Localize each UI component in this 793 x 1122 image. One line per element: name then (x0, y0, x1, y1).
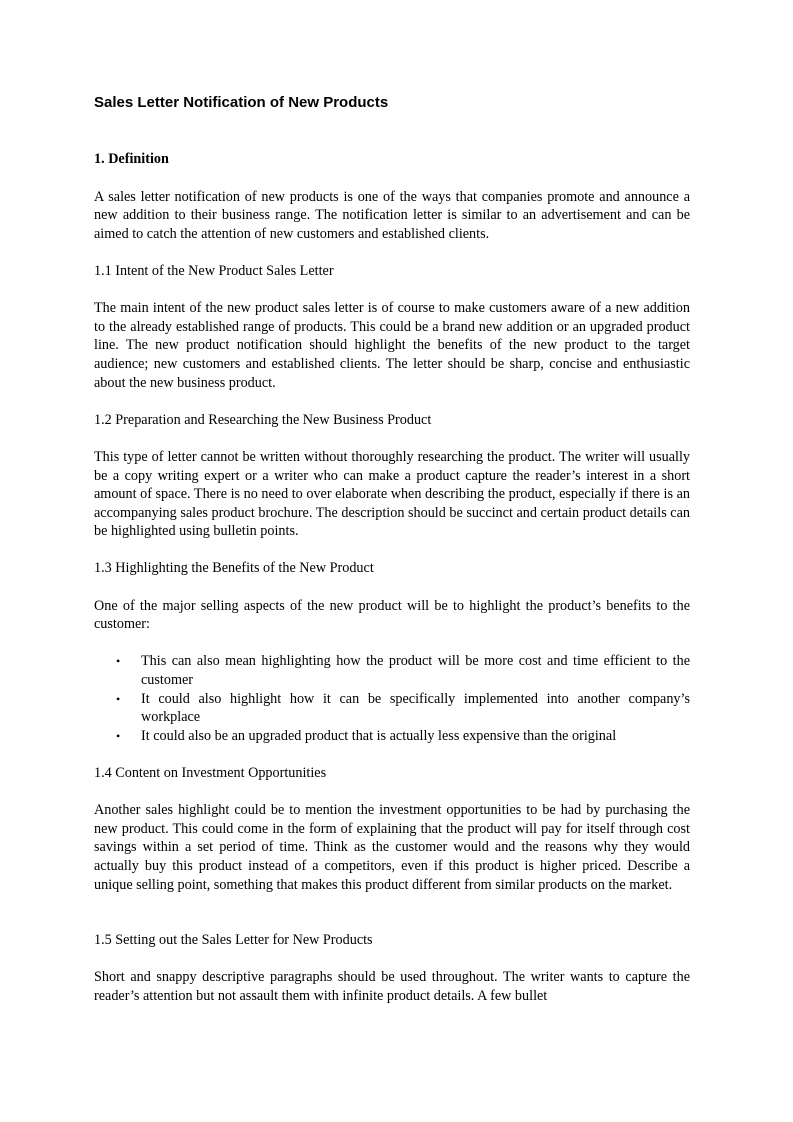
list-item (94, 652, 690, 689)
subheading-benefits: 1.3 Highlighting the Benefits of the New Product (94, 560, 374, 577)
bullet-text: It could also be an upgraded product that is actually less expensive than the original (141, 727, 617, 744)
subheading-setting-out: 1.5 Setting out the Sales Letter for New Products (94, 932, 373, 949)
bullet-text: It could also highlight how it can be specifically implemented into another company’s workplace (141, 690, 690, 726)
paragraph-investment: Another sales highlight could be to mention the investment opportunities to be had by purchasing the new product. This could come in the form of explaining that the product will pay for itself through cost savings within a set period of time. Think as the customer would and the reasons why they would actually buy this product instead of a competitors, even if this product is higher priced. Describe a unique selling point, something that makes this product different from similar products on the market. (94, 802, 690, 893)
bullet-icon: • (116, 728, 121, 743)
list-item (94, 690, 690, 727)
benefits-bullet-list (94, 652, 690, 745)
paragraph-benefits: One of the major selling aspects of the new product will be to highlight the product’s benefits to the customer: (94, 597, 690, 633)
bullet-text: This can also mean highlighting how the product will be more cost and time efficient to the customer (141, 653, 690, 689)
subheading-investment: 1.4 Content on Investment Opportunities (94, 765, 327, 781)
list-item (94, 727, 690, 746)
subheading-intent: 1.1 Intent of the New Product Sales Letter (94, 262, 334, 279)
document-page (94, 93, 690, 1024)
subheading-preparation: 1.2 Preparation and Researching the New Business Product (94, 411, 432, 428)
paragraph-setting-out: Short and snappy descriptive paragraphs should be used throughout. The writer wants to capture the reader’s attention but not assault them with infinite product details. A few bullet (94, 969, 690, 1004)
section-heading-definition: 1. Definition (94, 151, 169, 167)
paragraph-intent: The main intent of the new product sales letter is of course to make customers aware of a new addition to the already established range of products. This could be a brand new addition or an upgraded product line. The new product notification should highlight the benefits of the new product to the target audience; new customers and established clients. The letter should be sharp, concise and enthusiastic about the new business product. (94, 300, 690, 391)
document-title: Sales Letter Notification of New Products (94, 94, 389, 111)
bullet-icon: • (116, 691, 121, 706)
bullet-icon: • (116, 654, 121, 669)
paragraph-definition: A sales letter notification of new products is one of the ways that companies promote and announce a new addition to their business range. The notification letter is similar to an advertisement and can be aimed to catch the attention of new customers and established clients. (94, 188, 690, 242)
paragraph-preparation: This type of letter cannot be written without thoroughly researching the product. The writer will usually be a copy writing expert or a writer who can make a product capture the reader’s interest in a short amount of space. There is no need to over elaborate when describing the product, especially if there is an accompanying sales product brochure. The description should be succinct and certain product details can be highlighted using bulletin points. (94, 448, 690, 540)
